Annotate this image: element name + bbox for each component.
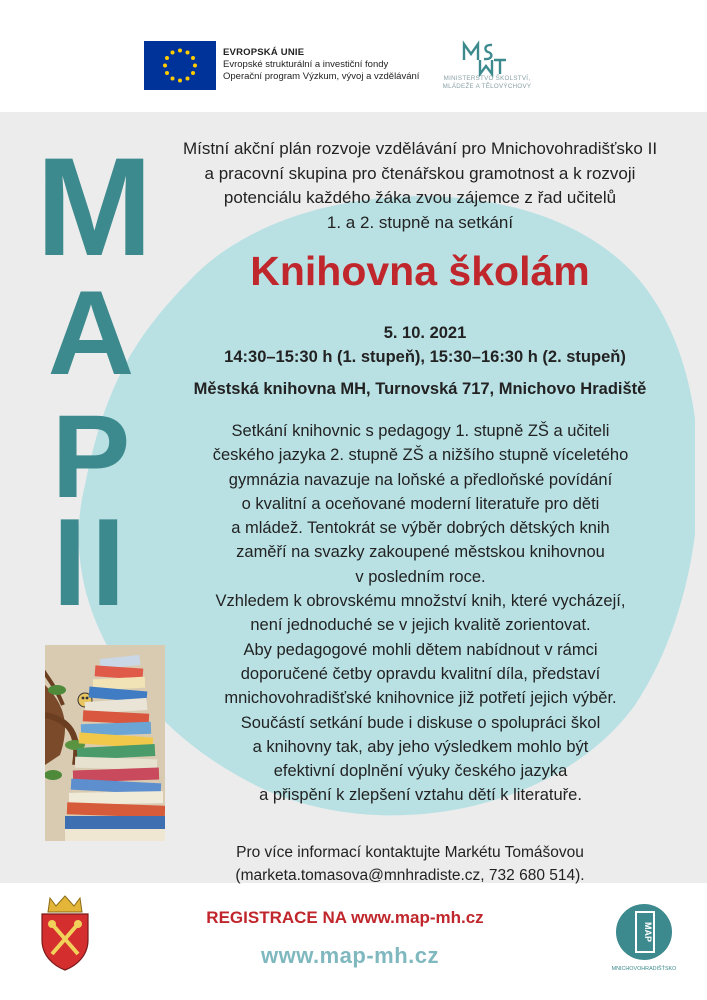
contact-line: Pro více informací kontaktujte Markétu Tomášovou: [236, 844, 584, 861]
description-line: není jednoduché se v jejich kvalitě zorientovat.: [250, 616, 591, 635]
description-line: Vzhledem k obrovskému množství knih, které vycházejí,: [215, 592, 626, 611]
description-line: Aby pedagogové mohli dětem nabídnout v rámci: [243, 640, 598, 659]
intro-line: 1. a 2. stupně na setkání: [326, 212, 514, 232]
event-title: Knihovna školám: [250, 248, 590, 294]
registration-link[interactable]: REGISTRACE NA www.map-mh.cz: [206, 908, 484, 927]
event-venue: Městská knihovna MH, Turnovská 717, Mnichovo Hradiště: [193, 380, 647, 398]
side-logo-letter-m: M: [36, 128, 151, 285]
msmt-name-line1: MINISTERSTVO ŠKOLSTVÍ,: [443, 75, 531, 82]
badge-text: MAP: [643, 922, 653, 942]
description-line: doporučené četby opravdu kvalitní díla, představí: [240, 664, 601, 683]
description-line: českého jazyka 2. stupně ZŠ a nižšího stupně víceletého: [212, 446, 629, 465]
event-times: 14:30–15:30 h (1. stupeň), 15:30–16:30 h (2. stupeň): [224, 348, 626, 366]
description-line: a knihovny tak, aby jeho výsledkem mohlo být: [252, 737, 589, 756]
eu-funds: Evropské strukturální a investiční fondy: [223, 59, 389, 70]
eu-title: EVROPSKÁ UNIE: [223, 47, 305, 58]
description-line: mnichovohradišťské knihovnice již potřetí jejich výběr.: [224, 689, 617, 708]
msmt-caption: [432, 75, 542, 90]
side-logo-letter-p: P: [51, 391, 131, 523]
description-line: o kvalitní a oceňované moderní literatuře pro děti: [241, 494, 600, 513]
intro-line: a pracovní skupina pro čtenářskou gramotnost a k rozvoji: [204, 163, 636, 183]
description-line: a přispění k zlepšení vztahu dětí k literatuře.: [259, 786, 582, 805]
msmt-name-line2: MLÁDEŽE A TĚLOVÝCHOVY: [442, 82, 532, 90]
book-stack-image: [45, 645, 165, 841]
eu-programme: Operační program Výzkum, vývoj a vzdělávání: [223, 71, 420, 82]
event-date: 5. 10. 2021: [383, 324, 467, 342]
website-link[interactable]: www.map-mh.cz: [260, 943, 440, 968]
eu-caption: [223, 47, 419, 83]
description-line: gymnázia navazuje na loňské a předloňské povídání: [228, 470, 613, 489]
event-description: [168, 419, 673, 808]
description-line: a mládež. Tentokrát se výběr dobrých dětských knih: [231, 519, 610, 538]
description-line: Součástí setkání bude i diskuse o spolupráci škol: [240, 713, 601, 732]
description-line: v posledním roce.: [355, 567, 486, 586]
intro-line: potenciálu každého žáka zvou zájemce z řad učitelů: [223, 188, 617, 207]
eu-flag-icon: [144, 41, 216, 90]
badge-caption: MNICHOVOHRADIŠŤSKO: [611, 966, 677, 972]
contact-email-phone[interactable]: (marketa.tomasova@mnhradiste.cz, 732 680 514).: [235, 866, 585, 884]
intro-line: Místní akční plán rozvoje vzdělávání pro Mnichovohradišťsko II: [182, 139, 658, 158]
town-crest-icon: [34, 892, 96, 972]
contact-info: [190, 842, 630, 887]
map-badge-logo: [610, 900, 678, 975]
description-line: efektivní doplnění výuky českého jazyka: [273, 762, 568, 781]
description-line: zaměří na svazky zakoupené městskou knihovnou: [236, 543, 605, 562]
side-logo-letter-a: A: [47, 266, 135, 400]
intro-text: [165, 137, 675, 235]
description-line: Setkání knihovnic s pedagogy 1. stupně ZŠ a učiteli: [231, 422, 610, 440]
side-logo-letter-ii: II: [52, 494, 130, 632]
